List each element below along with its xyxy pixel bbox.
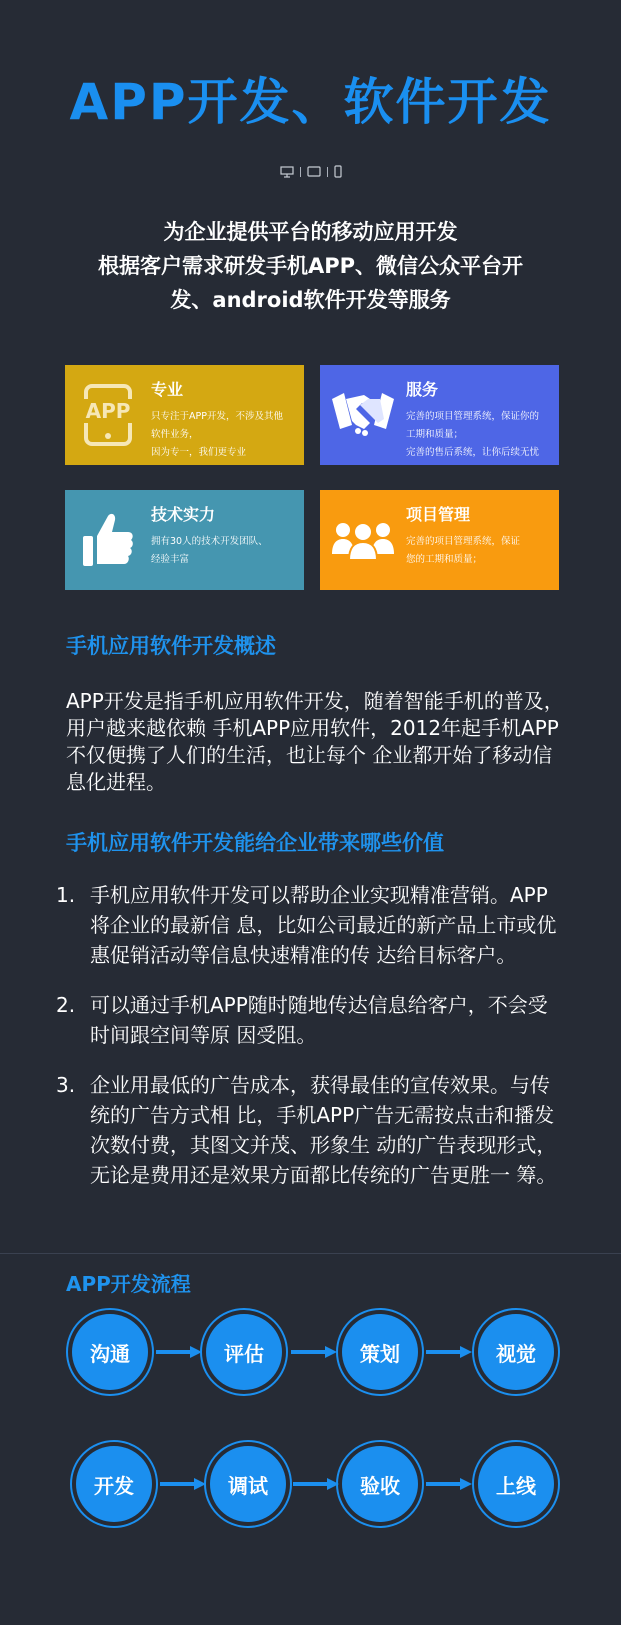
card-desc: 完善的售后系统，让你后续无忧 [406, 447, 540, 458]
device-icons [0, 165, 621, 178]
flow-step-label: 开发 [76, 1446, 152, 1522]
flow-title: APP开发流程 [66, 1272, 191, 1296]
flow-step-label: 验收 [342, 1446, 418, 1522]
card-desc: 完善的项目管理系统，保证你的 [406, 411, 540, 422]
flow-step-debug [204, 1440, 292, 1528]
flow-step-label: 视觉 [478, 1314, 554, 1390]
card-title: 服务 [406, 380, 439, 399]
feature-card-tech [65, 490, 304, 590]
arrow-right-icon [426, 1478, 472, 1490]
flow-step-communicate [66, 1308, 154, 1396]
separator [327, 167, 328, 177]
list-number: 3. [56, 1073, 76, 1097]
flow-step-plan [336, 1308, 424, 1396]
flow-step-label: 沟通 [72, 1314, 148, 1390]
list-text: 企业用最低的广告成本，获得最佳的宣传效果。与传统的广告方式相 比，手机APP广告无需按点击和播发次数付费，其图文并茂、形象生 动的广告表现形式，无论是费用还是效果方面都比传统的广告更胜一 筹。 [90, 1073, 557, 1187]
separator [300, 167, 301, 177]
feature-card-professional [65, 365, 304, 465]
list-number: 1. [56, 883, 76, 907]
thumbs-up-icon [65, 490, 151, 590]
intro-line: 为企业提供平台的移动应用开发 [163, 220, 458, 244]
card-desc: 因为专一，我们更专业 [151, 447, 247, 458]
intro-line: 发、android软件开发等服务 [170, 288, 451, 312]
overview-title: 手机应用软件开发概述 [66, 634, 276, 658]
flow-step-accept [336, 1440, 424, 1528]
flow-step-evaluate [200, 1308, 288, 1396]
card-desc: 完善的项目管理系统，保证 [406, 536, 521, 547]
flow-step-label: 评估 [206, 1314, 282, 1390]
feature-card-service [320, 365, 559, 465]
list-item [56, 990, 566, 1050]
handshake-icon [320, 365, 406, 465]
flow-step-launch [472, 1440, 560, 1528]
phone-icon [334, 165, 342, 178]
card-desc: 拥有30人的技术开发团队、 [151, 536, 268, 547]
card-desc: 软件业务， [151, 429, 199, 440]
app-tablet-icon [65, 365, 151, 465]
arrow-right-icon [293, 1478, 339, 1490]
list-item [56, 1070, 566, 1190]
team-icon [320, 490, 406, 590]
desktop-icon [280, 166, 294, 178]
flow-step-label: 上线 [478, 1446, 554, 1522]
card-title: 项目管理 [406, 505, 471, 524]
tablet-icon [307, 166, 321, 177]
values-title: 手机应用软件开发能给企业带来哪些价值 [66, 831, 444, 855]
card-title: 专业 [151, 380, 184, 399]
arrow-right-icon [160, 1478, 206, 1490]
intro-text [40, 215, 581, 317]
flow-step-label: 策划 [342, 1314, 418, 1390]
list-item [56, 880, 566, 970]
flow-step-develop [70, 1440, 158, 1528]
page-title: APP开发、软件开发 [69, 73, 552, 131]
arrow-right-icon [291, 1346, 337, 1358]
flow-row [0, 1308, 621, 1400]
divider [0, 1253, 621, 1254]
overview-text: APP开发是指手机应用软件开发，随着智能手机的普及，用户越来越依赖 手机APP应用软件，2012年起手机APP不仅便携了人们的生活，也让每个 企业都开始了移动信息化进程。 [66, 689, 564, 794]
list-number: 2. [56, 993, 76, 1017]
card-title: 技术实力 [151, 505, 216, 524]
arrow-right-icon [156, 1346, 202, 1358]
values-list [56, 880, 566, 1210]
flow-step-label: 调试 [210, 1446, 286, 1522]
list-text: 可以通过手机APP随时随地传达信息给客户，不会受时间跟空间等原 因受阻。 [90, 993, 548, 1047]
flow-row [0, 1440, 621, 1532]
feature-card-project [320, 490, 559, 590]
arrow-right-icon [426, 1346, 472, 1358]
flow-step-visual [472, 1308, 560, 1396]
intro-line: 根据客户需求研发手机APP、微信公众平台开 [97, 254, 524, 278]
card-desc: 您的工期和质量； [406, 554, 483, 565]
card-desc: 只专注于APP开发，不涉及其他 [151, 411, 283, 422]
card-desc: 经验丰富 [151, 554, 190, 565]
svg-text:APP: APP [85, 399, 131, 423]
card-desc: 工期和质量； [406, 429, 464, 440]
list-text: 手机应用软件开发可以帮助企业实现精准营销。APP将企业的最新信 息，比如公司最近的新产品上市或优惠促销活动等信息快速精准的传 达给目标客户。 [90, 883, 557, 967]
